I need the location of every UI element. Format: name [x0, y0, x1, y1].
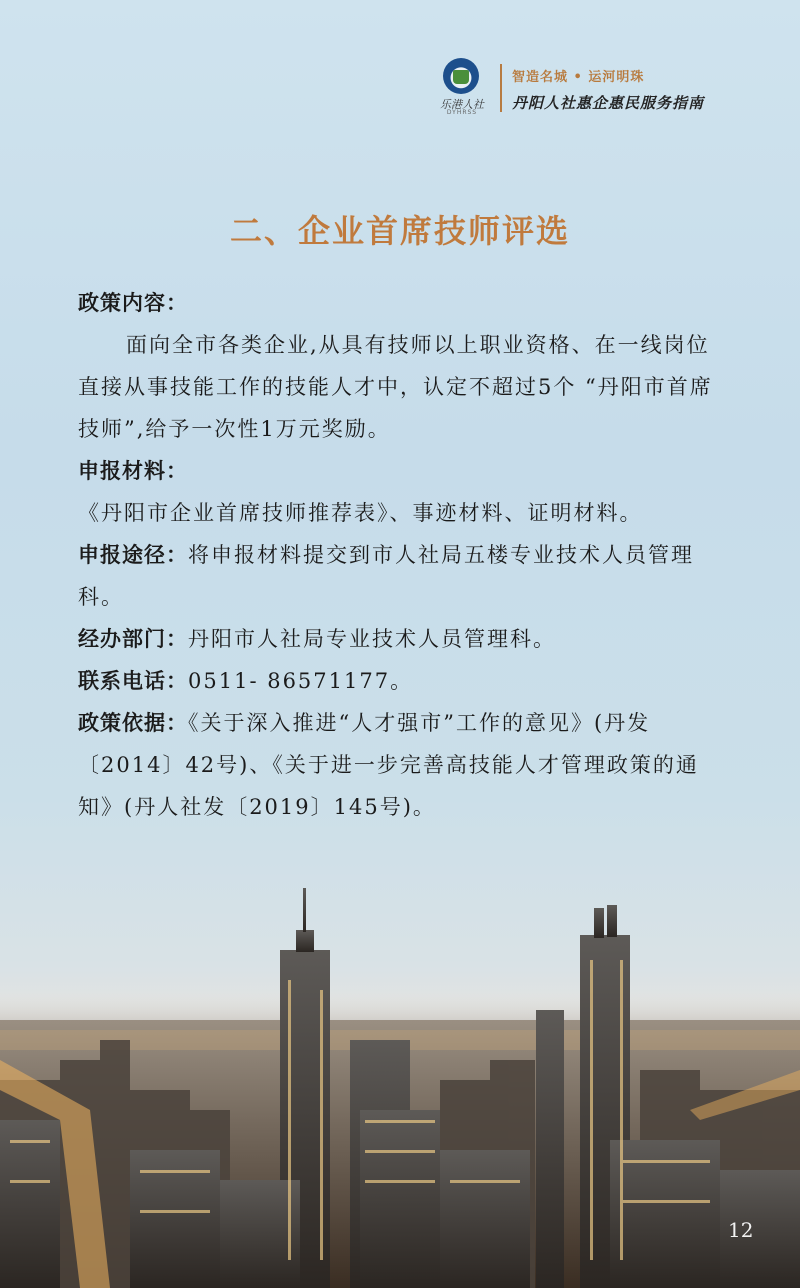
basis-row	[78, 702, 726, 828]
section-title: 二、企业首席技师评选	[229, 212, 570, 250]
basis-label: 政策依据：	[78, 711, 188, 735]
policy-content-label: 政策内容：	[78, 291, 188, 315]
policy-content-label-row	[78, 282, 726, 324]
materials-text: 《丹阳市企业首席技师推荐表》、事迹材料、证明材料。	[78, 501, 643, 525]
department-label: 经办部门：	[78, 627, 188, 651]
logo-text: 乐港人社	[440, 98, 484, 111]
page-number: 12	[728, 1218, 754, 1242]
logo-subtext: DYHRSS	[446, 109, 478, 116]
logo	[432, 58, 492, 118]
channel-row	[78, 534, 726, 618]
channel-label: 申报途径：	[78, 543, 188, 567]
phone-row	[78, 660, 726, 702]
materials-label-row	[78, 450, 726, 492]
phone-text: 0511- 86571177。	[188, 669, 414, 693]
basis-text: 《关于深入推进“人才强市”工作的意见》(丹发〔2014〕42号)、《关于进一步完善高技能人才管理政策的通知》(丹人社发〔2019〕145号)。	[78, 711, 699, 819]
guide-title: 丹阳人社惠企惠民服务指南	[512, 94, 705, 112]
slogan: 智造名城 • 运河明珠	[512, 70, 645, 85]
department-text: 丹阳市人社局专业技术人员管理科。	[188, 627, 556, 651]
header-divider	[500, 64, 502, 112]
logo-emblem-icon	[443, 58, 479, 94]
department-row	[78, 618, 726, 660]
phone-label: 联系电话：	[78, 669, 188, 693]
policy-content-block	[78, 282, 726, 828]
materials-label: 申报材料：	[78, 459, 188, 483]
policy-content-text: 面向全市各类企业,从具有技师以上职业资格、在一线岗位直接从事技能工作的技能人才中，认定不超过5个 “丹阳市首席技师”,给予一次性1万元奖励。	[78, 333, 713, 441]
channel-text: 将申报材料提交到市人社局五楼专业技术人员管理科。	[78, 543, 694, 609]
